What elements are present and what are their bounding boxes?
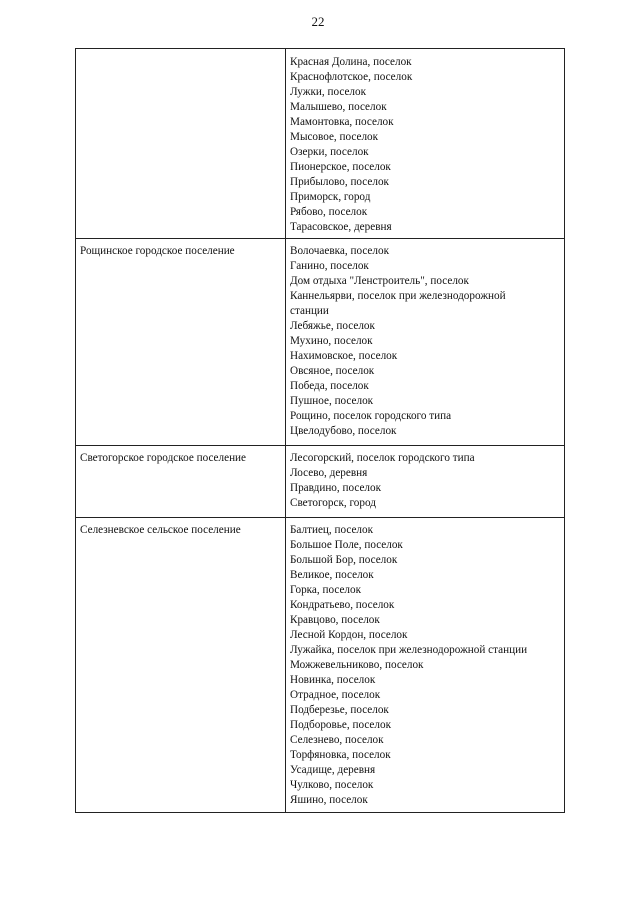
- place-item: Лосево, деревня: [290, 467, 368, 479]
- table-row: [76, 518, 565, 813]
- place-item: Новинка, поселок: [290, 674, 376, 686]
- place-item: Большой Бор, поселок: [290, 554, 398, 566]
- place-item: Светогорск, город: [290, 497, 376, 509]
- table-row: [76, 239, 565, 446]
- place-item: Мухино, поселок: [290, 335, 373, 347]
- place-item: Яшино, поселок: [290, 794, 368, 806]
- place-item: Можжевельниково, поселок: [290, 659, 424, 671]
- places-cell: [286, 446, 565, 518]
- places-cell: [286, 518, 565, 813]
- place-item: Мысовое, поселок: [290, 131, 379, 143]
- place-item: Чулково, поселок: [290, 779, 374, 791]
- place-item: Приморск, город: [290, 191, 371, 203]
- place-item: Тарасовское, деревня: [290, 221, 392, 233]
- place-item: Большое Поле, поселок: [290, 539, 403, 551]
- place-item: Волочаевка, поселок: [290, 245, 389, 257]
- place-item: Кравцово, поселок: [290, 614, 380, 626]
- settlement-cell: [76, 239, 286, 446]
- table-row: [76, 446, 565, 518]
- place-item: станции: [290, 305, 329, 317]
- place-item: Рощино, поселок городского типа: [290, 410, 452, 422]
- place-item: Торфяновка, поселок: [290, 749, 391, 761]
- place-item: Пушное, поселок: [290, 395, 374, 407]
- place-item: Отрадное, поселок: [290, 689, 381, 701]
- place-item: Ганино, поселок: [290, 260, 369, 272]
- place-item: Краснофлотское, поселок: [290, 71, 413, 83]
- place-item: Лужки, поселок: [290, 86, 367, 98]
- place-item: Прибылово, поселок: [290, 176, 389, 188]
- place-item: Балтиец, поселок: [290, 524, 374, 536]
- settlement-cell: [76, 446, 286, 518]
- place-item: Лесной Кордон, поселок: [290, 629, 408, 641]
- place-item: Усадище, деревня: [290, 764, 376, 776]
- settlement-cell: [76, 49, 286, 239]
- place-item: Победа, поселок: [290, 380, 369, 392]
- settlement-name: Светогорское городское поселение: [80, 452, 247, 464]
- place-item: Рябово, поселок: [290, 206, 368, 218]
- place-item: Мамонтовка, поселок: [290, 116, 394, 128]
- place-item: Великое, поселок: [290, 569, 374, 581]
- place-item: Пионерское, поселок: [290, 161, 391, 173]
- settlement-cell: [76, 518, 286, 813]
- place-item: Горка, поселок: [290, 584, 362, 596]
- settlement-name: Рощинское городское поселение: [80, 245, 235, 257]
- place-item: Лебяжье, поселок: [290, 320, 375, 332]
- place-item: Лужайка, поселок при железнодорожной станции: [290, 644, 528, 656]
- place-item: Правдино, поселок: [290, 482, 382, 494]
- settlement-name: Селезневское сельское поселение: [80, 524, 241, 536]
- place-item: Цвелодубово, поселок: [290, 425, 397, 437]
- settlements-table-body: [76, 49, 565, 813]
- place-item: Дом отдыха "Ленстроитель", поселок: [290, 275, 469, 287]
- place-item: Селезнево, поселок: [290, 734, 384, 746]
- place-item: Лесогорский, поселок городского типа: [290, 452, 475, 464]
- place-item: Красная Долина, поселок: [290, 56, 412, 68]
- place-item: Подборовье, поселок: [290, 719, 391, 731]
- place-item: Кондратьево, поселок: [290, 599, 395, 611]
- place-item: Подберезье, поселок: [290, 704, 389, 716]
- place-item: Каннельярви, поселок при железнодорожной: [290, 290, 506, 302]
- table-row: [76, 49, 565, 239]
- place-item: Овсяное, поселок: [290, 365, 375, 377]
- places-cell: [286, 239, 565, 446]
- place-item: Озерки, поселок: [290, 146, 369, 158]
- place-item: Малышево, поселок: [290, 101, 387, 113]
- settlements-table: [75, 48, 565, 813]
- places-cell: [286, 49, 565, 239]
- page-number: 22: [311, 14, 325, 29]
- place-item: Нахимовское, поселок: [290, 350, 398, 362]
